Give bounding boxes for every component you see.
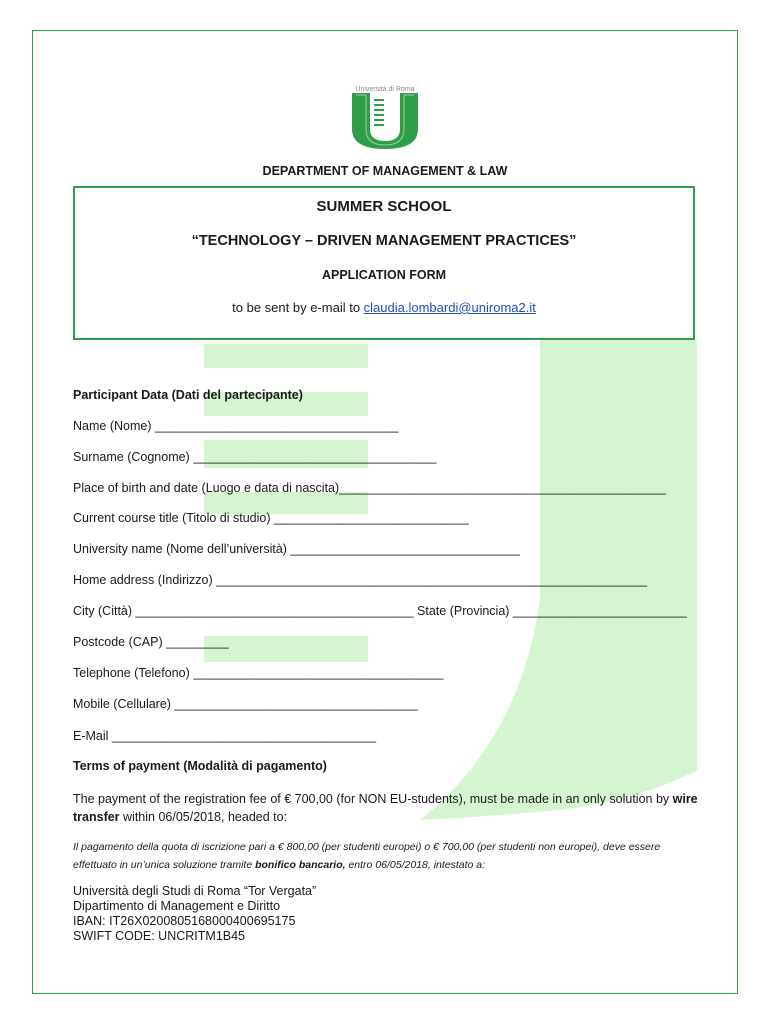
email-field[interactable]: E-Mail ______________________________________ <box>73 729 377 743</box>
mobile-field[interactable]: Mobile (Cellulare) ___________________________________ <box>73 697 418 711</box>
city-state-field[interactable]: City (Città) ________________________________________ State (Provincia) _________________________ <box>73 604 687 618</box>
watermark-bar <box>204 344 368 368</box>
university-field[interactable]: University name (Nome dell’università) _________________________________ <box>73 542 520 556</box>
bank-details <box>73 884 316 944</box>
department-title: DEPARTMENT OF MANAGEMENT & LAW <box>262 164 508 178</box>
name-field[interactable]: Name (Nome) ___________________________________ <box>73 419 399 433</box>
payment-text-english <box>73 790 698 826</box>
surname-field[interactable]: Surname (Cognome) ___________________________________ <box>73 450 437 464</box>
address-field[interactable]: Home address (Indirizzo) ______________________________________________________________ <box>73 573 648 587</box>
logo-caption: Università di Roma <box>355 86 415 93</box>
summer-school-title: SUMMER SCHOOL <box>316 198 452 215</box>
payment-it-part2: entro 06/05/2018, intestato a: <box>345 859 486 871</box>
postcode-field[interactable]: Postcode (CAP) _________ <box>73 635 229 649</box>
program-title: “TECHNOLOGY – DRIVEN MANAGEMENT PRACTICES” <box>191 233 577 249</box>
birth-field[interactable]: Place of birth and date (Luogo e data di nascita)_______________________________________________ <box>73 481 666 495</box>
course-field[interactable]: Current course title (Titolo di studio) ____________________________ <box>73 511 469 525</box>
payment-en-part1: The payment of the registration fee of € 700,00 (for NON EU-students), must be made in an only solution by <box>73 792 673 806</box>
header-box <box>73 186 695 340</box>
contact-email-link[interactable]: claudia.lombardi@uniroma2.it <box>363 300 536 315</box>
bank-line-swift: SWIFT CODE: UNCRITM1B45 <box>73 929 246 943</box>
payment-it-part1: Il pagamento della quota di iscrizione pari a € 800,00 (per studenti europei) o € 700,00 (per studenti non europei), deve essere effettuato in un’unica soluzione tramite <box>73 841 661 871</box>
email-instruction <box>75 300 693 315</box>
participant-heading: Participant Data (Dati del partecipante) <box>73 388 303 402</box>
bank-line-iban: IBAN: IT26X0200805168000400695175 <box>73 914 296 928</box>
telephone-field[interactable]: Telephone (Telefono) ____________________________________ <box>73 666 444 680</box>
payment-en-bold: wire transfer <box>73 792 698 824</box>
application-form-title: APPLICATION FORM <box>321 268 447 282</box>
email-instruction-text: to be sent by e-mail to <box>232 300 364 315</box>
payment-text-italian <box>73 838 703 874</box>
payment-it-bold: bonifico bancario, <box>255 859 346 871</box>
bank-line-university: Università degli Studi di Roma “Tor Vergata” <box>73 884 317 898</box>
university-logo <box>350 85 420 150</box>
payment-en-part2: within 06/05/2018, headed to: <box>119 810 288 824</box>
bank-line-department: Dipartimento di Management e Diritto <box>73 899 281 913</box>
payment-heading: Terms of payment (Modalità di pagamento) <box>73 759 327 773</box>
